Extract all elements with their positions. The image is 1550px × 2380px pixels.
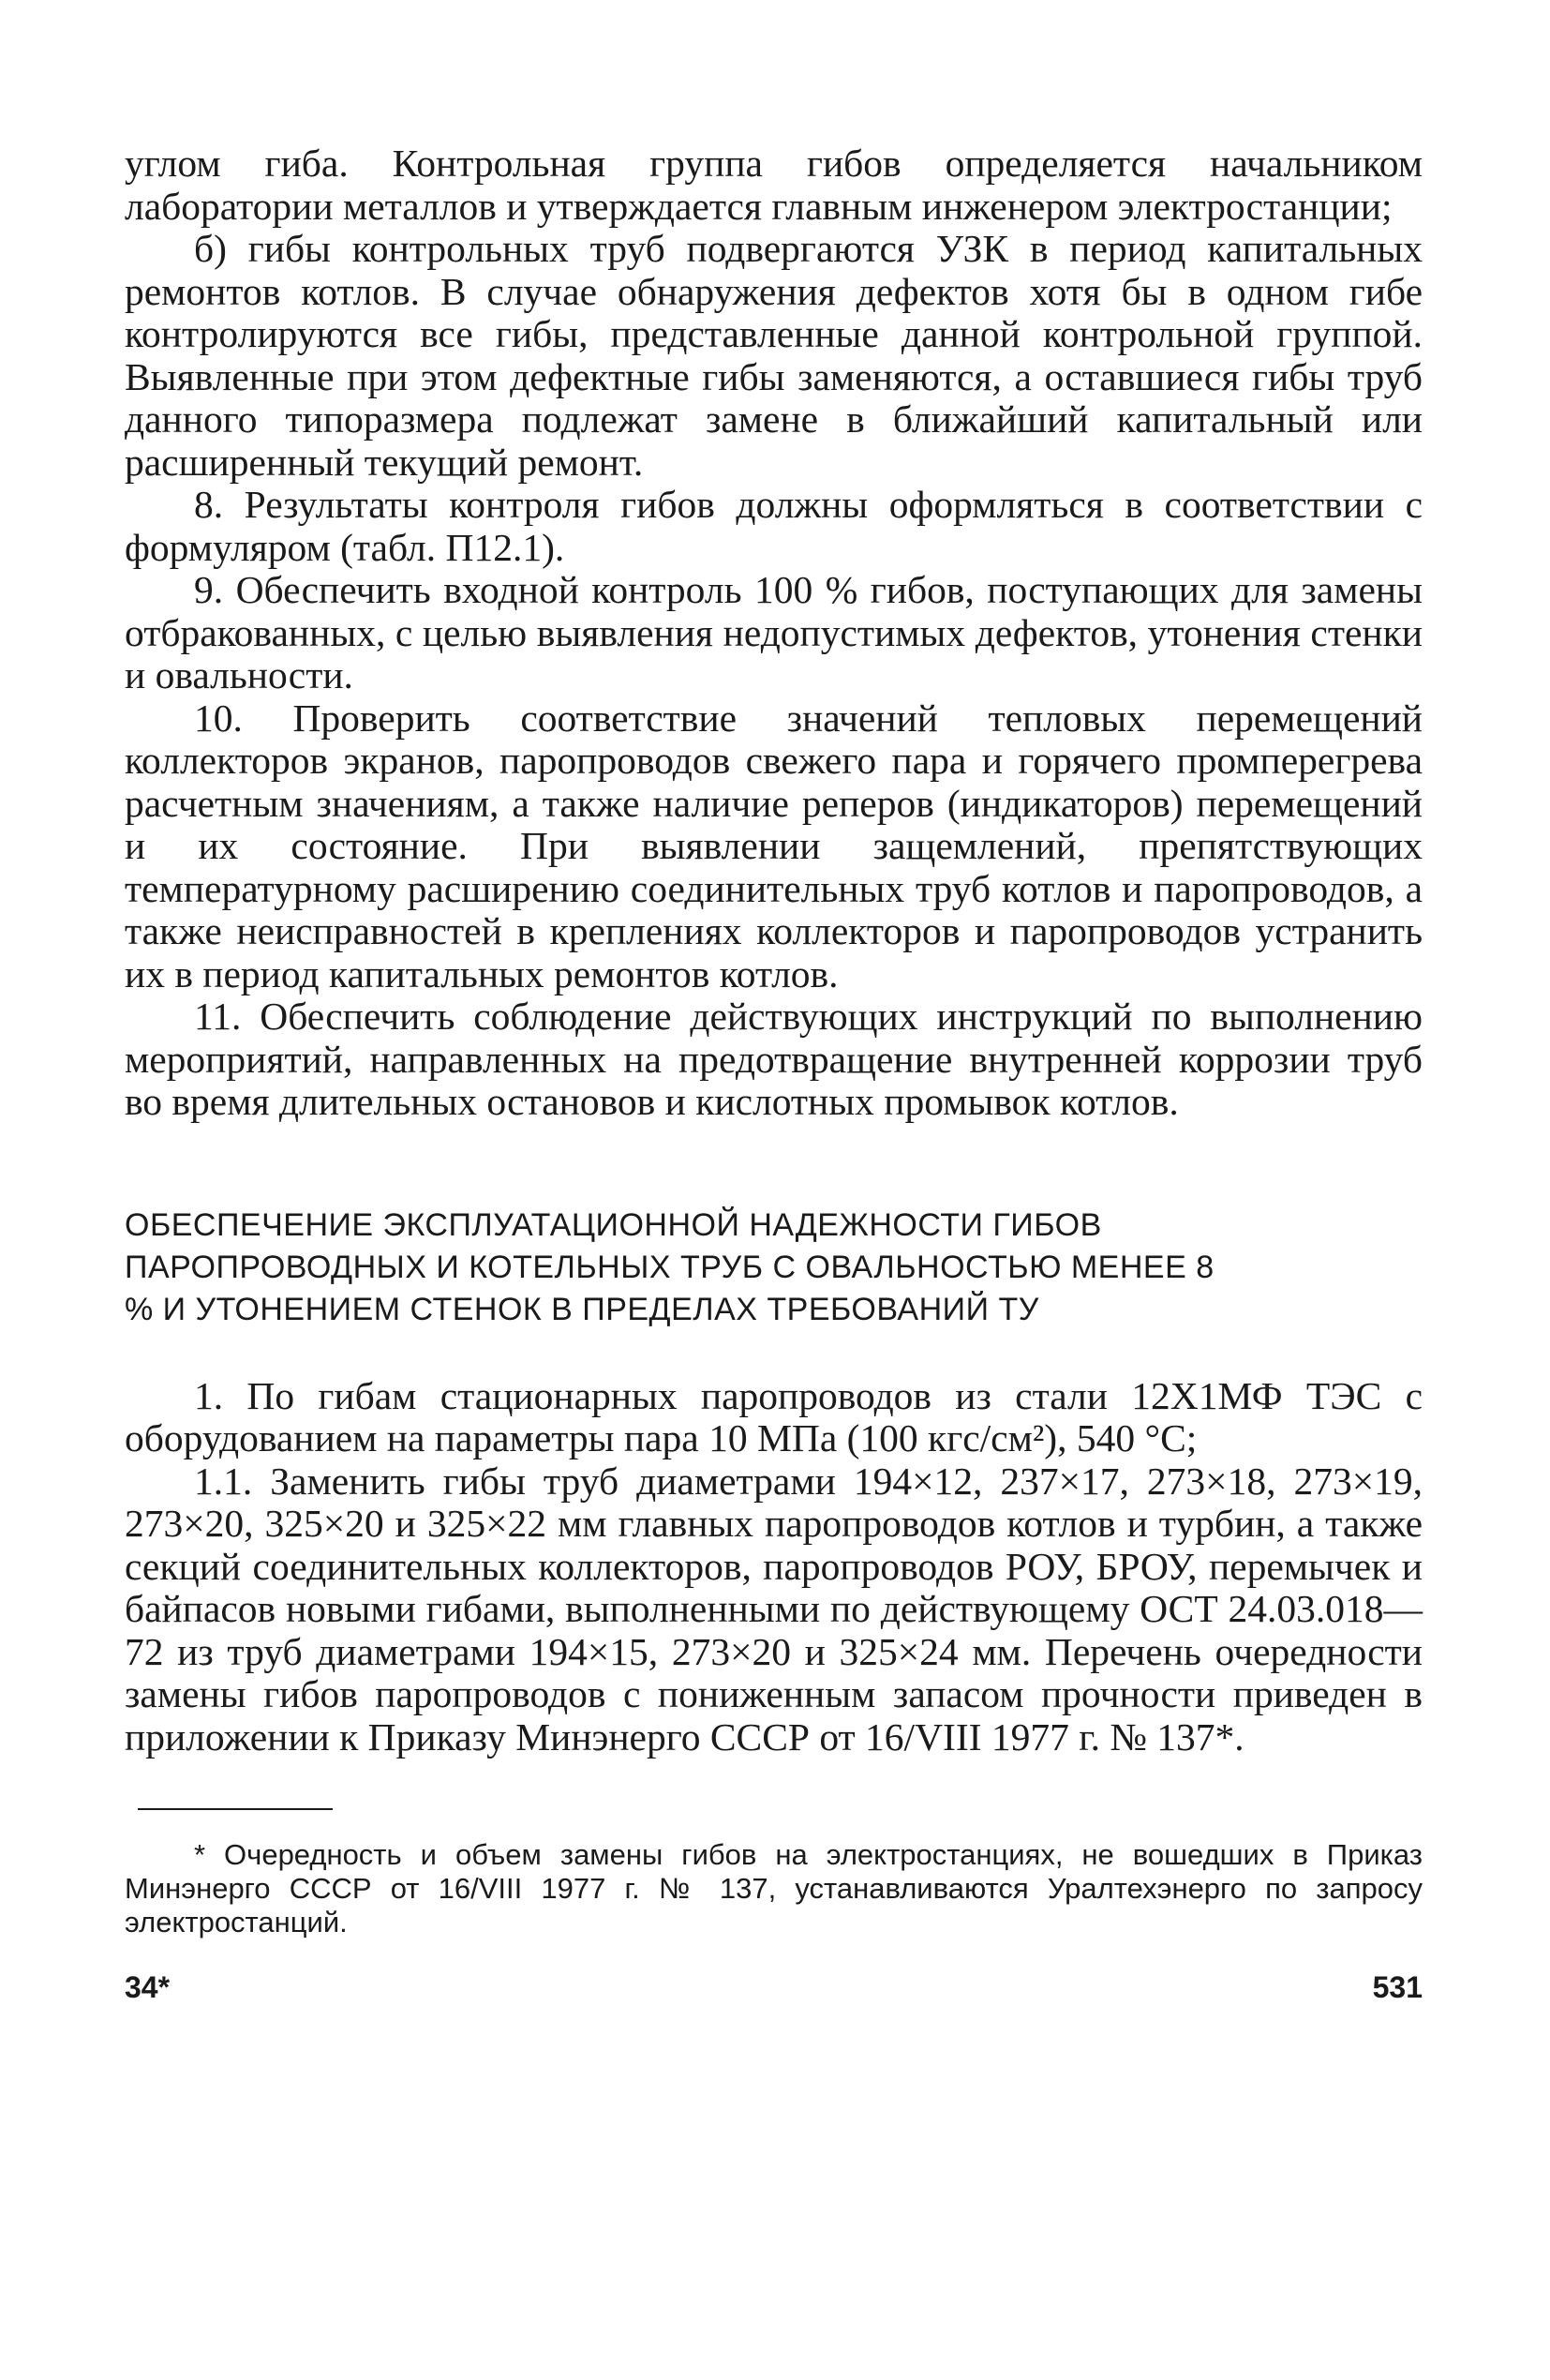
footnote: * Очередность и объем замены гибов на электростанциях, не вошедших в Приказ Минэнерго СССР от 16/VIII 1977 г. № 137, устанавливаются Уралтехэнерго по запросу электростанций.: [125, 1838, 1423, 1938]
footnote-divider: [138, 1808, 333, 1810]
signature-mark: 34*: [125, 1970, 171, 2004]
top-section: [125, 142, 1423, 1124]
paragraph-item-9: 9. Обеспечить входной контроль 100 % гибов, поступающих для замены отбракованных, с целью выявления недопустимых дефектов, утонения стенки и овальности.: [125, 568, 1423, 696]
paragraph-item-1-1: 1.1. Заменить гибы труб диаметрами 194×12, 237×17, 273×18, 273×19, 273×20, 325×20 и 325×22 мм главных паропроводов котлов и турбин, а также секций соединительных коллекторов, паропроводов РОУ, БРОУ, перемычек и байпасов новыми гибами, выполненными по действующему ОСТ 24.03.018—72 из труб диаметрами 194×15, 273×20 и 325×24 мм. Перечень очередности замены гибов паропроводов с пониженным запасом прочности приведен в приложении к Приказу Минэнерго СССР от 16/VIII 1977 г. № 137*.: [125, 1459, 1423, 1759]
paragraph-item-b: б) гибы контрольных труб подвергаются УЗК в период капитальных ремонтов котлов. В случае обнаружения дефектов хотя бы в одном гибе контролируются все гибы, представленные данной контрольной группой. Выявленные при этом дефектные гибы заменяются, а оставшиеся гибы труб данного типоразмера подлежат замене в ближайший капитальный или расширенный текущий ремонт.: [125, 227, 1423, 484]
bottom-section: [125, 1375, 1423, 1759]
page-number: 531: [1372, 1970, 1423, 2004]
page-footer: [125, 1968, 1423, 2006]
paragraph-item-11: 11. Обеспечить соблюдение действующих инструкций по выполнению мероприятий, направленных на предотвращение внутренней коррозии труб во время длительных остановов и кислотных промывок котлов.: [125, 995, 1423, 1123]
paragraph-item-8: 8. Результаты контроля гибов должны оформляться в соответствии с формуляром (табл. П12.1).: [125, 483, 1423, 569]
paragraph-item-1: 1. По гибам стационарных паропроводов из стали 12Х1МФ ТЭС с оборудованием на параметры пара 10 МПа (100 кгс/см²), 540 °С;: [125, 1373, 1423, 1459]
paragraph-continuation: углом гиба. Контрольная группа гибов определяется начальником лаборатории металлов и утверждается главным инженером электростанции;: [125, 142, 1423, 228]
paragraph-item-10: 10. Проверить соответствие значений тепловых перемещений коллекторов экранов, паропроводов свежего пара и горячего промперегрева расчетным значениям, а также наличие реперов (индикаторов) перемещений и их состояние. При выявлении защемлений, препятствующих температурному расширению соединительных труб котлов и паропроводов, а также неисправностей в креплениях коллекторов и паропроводов устранить их в период капитальных ремонтов котлов.: [125, 696, 1423, 995]
section-heading: ОБЕСПЕЧЕНИЕ ЭКСПЛУАТАЦИОННОЙ НАДЕЖНОСТИ ГИБОВ ПАРОПРОВОДНЫХ И КОТЕЛЬНЫХ ТРУБ С ОВАЛЬНОСТЬЮ МЕНЕЕ 8 % И УТОНЕНИЕМ СТЕНОК В ПРЕДЕЛАХ ТРЕБОВАНИЙ ТУ: [125, 1206, 1215, 1327]
document-page: [125, 142, 1423, 2006]
